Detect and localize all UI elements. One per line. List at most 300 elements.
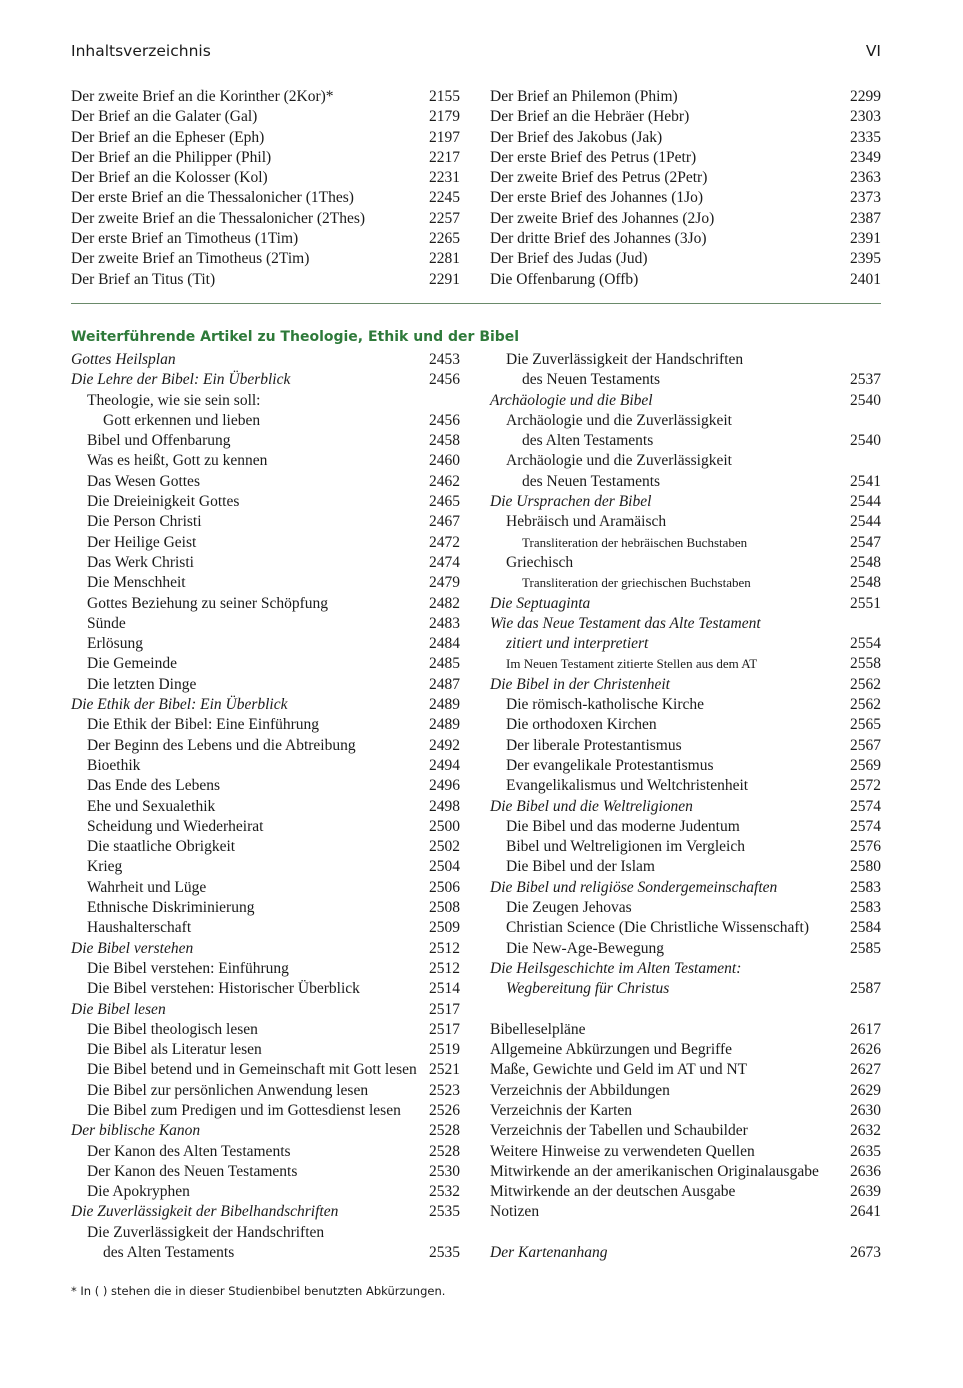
toc-entry-page: 2617 bbox=[850, 1020, 881, 1038]
toc-entry-page: 2548 bbox=[850, 574, 881, 592]
toc-entry bbox=[71, 148, 460, 168]
toc-entry-page: 2526 bbox=[429, 1101, 460, 1119]
toc-entry-title: Der zweite Brief an die Thessalonicher (2Thes) bbox=[71, 209, 366, 227]
toc-entry-page: 2387 bbox=[850, 209, 881, 227]
toc-entry bbox=[71, 451, 460, 471]
toc-entry-title: Gottes Beziehung zu seiner Schöpfung bbox=[87, 594, 329, 612]
toc-entry bbox=[71, 87, 460, 107]
toc-entry bbox=[490, 675, 881, 695]
toc-entry bbox=[490, 249, 881, 269]
toc-entry-title: Was es heißt, Gott zu kennen bbox=[87, 452, 268, 470]
books-list-right bbox=[490, 87, 881, 290]
toc-entry bbox=[490, 654, 881, 674]
toc-entry-page: 2349 bbox=[850, 148, 881, 166]
toc-entry-page: 2512 bbox=[429, 939, 460, 957]
toc-entry bbox=[490, 553, 881, 573]
toc-entry bbox=[490, 614, 881, 634]
toc-entry-title: des Neuen Testaments bbox=[522, 371, 661, 389]
toc-entry-page: 2391 bbox=[850, 230, 881, 248]
toc-entry-title: Der Brief an Philemon (Phim) bbox=[490, 88, 678, 105]
toc-entry bbox=[71, 472, 460, 492]
toc-entry bbox=[71, 1182, 460, 1202]
toc-entry-page: 2484 bbox=[429, 635, 460, 653]
toc-entry-title: Evangelikalismus und Weltchristenheit bbox=[506, 777, 749, 795]
toc-entry-page: 2299 bbox=[850, 88, 881, 105]
toc-entry-page: 2489 bbox=[429, 696, 460, 714]
section-heading: Weiterführende Artikel zu Theologie, Ethik und der Bibel bbox=[71, 329, 520, 345]
toc-entry-page: 2512 bbox=[429, 959, 460, 977]
toc-entry-page: 2462 bbox=[429, 472, 460, 490]
toc-entry-title: Der zweite Brief des Petrus (2Petr) bbox=[490, 169, 708, 187]
toc-entry-title: Die Bibel zur persönlichen Anwendung lesen bbox=[87, 1081, 369, 1099]
toc-entry-title: Bibel und Weltreligionen im Vergleich bbox=[506, 838, 745, 856]
toc-entry bbox=[490, 594, 881, 614]
toc-entry bbox=[490, 1060, 881, 1080]
toc-entry-page: 2487 bbox=[429, 675, 460, 693]
toc-entry bbox=[71, 776, 460, 796]
toc-entry bbox=[490, 715, 881, 735]
toc-entry-title: Die Bibel als Literatur lesen bbox=[87, 1041, 262, 1059]
toc-entry-page: 2506 bbox=[429, 878, 460, 896]
toc-entry-title: Krieg bbox=[87, 858, 123, 876]
toc-entry-page: 2517 bbox=[429, 1020, 460, 1038]
articles-list-right bbox=[490, 350, 881, 1263]
toc-entry bbox=[71, 715, 460, 735]
toc-entry bbox=[490, 1101, 881, 1121]
toc-entry-page: 2479 bbox=[429, 574, 460, 592]
toc-entry bbox=[490, 1182, 881, 1202]
toc-entry bbox=[71, 1081, 460, 1101]
toc-entry-page: 2528 bbox=[429, 1142, 460, 1160]
toc-entry-page: 2179 bbox=[429, 108, 460, 126]
toc-entry-title: Die Ethik der Bibel: Eine Einführung bbox=[87, 716, 320, 734]
toc-entry-page: 2500 bbox=[429, 817, 460, 835]
toc-entry bbox=[490, 573, 881, 593]
toc-entry-page: 2217 bbox=[429, 148, 460, 166]
toc-entry bbox=[490, 817, 881, 837]
toc-entry bbox=[71, 1142, 460, 1162]
toc-entry-title: Der evangelikale Protestantismus bbox=[506, 756, 714, 774]
toc-entry-page: 2485 bbox=[429, 655, 460, 673]
toc-entry-page: 2587 bbox=[850, 980, 881, 998]
toc-entry-page: 2231 bbox=[429, 169, 460, 187]
toc-entry-title: Die Zeugen Jehovas bbox=[506, 899, 632, 917]
toc-entry-title: Der Kanon des Alten Testaments bbox=[87, 1142, 291, 1160]
toc-entry-title: Die Bibel zum Predigen und im Gottesdienst lesen bbox=[87, 1101, 401, 1119]
toc-entry-title: Gott erkennen und lieben bbox=[103, 411, 261, 429]
toc-entry bbox=[490, 776, 881, 796]
toc-entry bbox=[490, 736, 881, 756]
toc-entry-title: Verzeichnis der Tabellen und Schaubilder bbox=[490, 1122, 748, 1140]
toc-entry-page: 2547 bbox=[850, 533, 881, 551]
toc-entry-title: Der Brief an die Kolosser (Kol) bbox=[71, 169, 268, 187]
toc-entry-page: 2528 bbox=[429, 1122, 460, 1140]
toc-entry-page: 2467 bbox=[429, 513, 460, 531]
toc-entry bbox=[71, 594, 460, 614]
toc-entry-title: Die Bibel und das moderne Judentum bbox=[506, 817, 740, 835]
toc-entry bbox=[490, 107, 881, 127]
toc-entry-title: Die Bibel und religiöse Sondergemeinschaften bbox=[490, 878, 778, 896]
toc-entry-page: 2265 bbox=[429, 230, 460, 248]
toc-entry bbox=[71, 107, 460, 127]
toc-entry-title: Die Gemeinde bbox=[87, 655, 177, 673]
toc-entry bbox=[490, 1081, 881, 1101]
toc-entry bbox=[71, 898, 460, 918]
toc-entry-title: Der Beginn des Lebens und die Abtreibung bbox=[87, 736, 356, 754]
toc-entry-page: 2460 bbox=[429, 452, 460, 470]
toc-entry-page: 2562 bbox=[850, 675, 881, 693]
toc-entry-page: 2551 bbox=[850, 594, 881, 612]
toc-entry bbox=[490, 1202, 881, 1222]
toc-entry bbox=[71, 209, 460, 229]
toc-entry-title: des Neuen Testaments bbox=[522, 472, 661, 490]
toc-entry-page: 2303 bbox=[850, 108, 881, 126]
toc-entry bbox=[71, 249, 460, 269]
toc-entry bbox=[490, 188, 881, 208]
toc-entry bbox=[490, 918, 881, 938]
toc-entry bbox=[71, 411, 460, 431]
toc-entry-title: Ehe und Sexualethik bbox=[87, 797, 216, 815]
toc-entry-page: 2456 bbox=[429, 371, 460, 389]
toc-entry bbox=[71, 695, 460, 715]
toc-entry bbox=[490, 209, 881, 229]
toc-entry bbox=[71, 918, 460, 938]
toc-entry-page: 2630 bbox=[850, 1101, 881, 1119]
toc-entry bbox=[490, 128, 881, 148]
toc-entry-page: 2502 bbox=[429, 838, 460, 856]
toc-entry-title: Allgemeine Abkürzungen und Begriffe bbox=[490, 1041, 733, 1059]
toc-entry-page: 2583 bbox=[850, 899, 881, 917]
toc-entry-page: 2580 bbox=[850, 858, 881, 876]
toc-entry bbox=[490, 959, 881, 979]
toc-entry-title: Der erste Brief des Petrus (1Petr) bbox=[490, 148, 697, 166]
toc-entry-title: Der Brief an Titus (Tit) bbox=[71, 270, 216, 288]
toc-entry-title: Die Ursprachen der Bibel bbox=[490, 493, 652, 511]
toc-entry bbox=[71, 1040, 460, 1060]
toc-entry-page: 2548 bbox=[850, 553, 881, 571]
toc-entry-title: Die Zuverlässigkeit der Bibelhandschriften bbox=[71, 1203, 339, 1221]
toc-entry bbox=[71, 512, 460, 532]
toc-entry-title: Das Wesen Gottes bbox=[87, 472, 200, 490]
toc-entry-title: Die Zuverlässigkeit der Handschriften bbox=[87, 1223, 325, 1241]
toc-entry-title: Die Bibel lesen bbox=[71, 1000, 166, 1018]
toc-entry-title: Die römisch-katholische Kirche bbox=[506, 696, 704, 714]
toc-entry-page: 2508 bbox=[429, 899, 460, 917]
toc-entry-page: 2532 bbox=[429, 1183, 460, 1201]
toc-entry-page: 2629 bbox=[850, 1081, 881, 1099]
toc-entry bbox=[490, 411, 881, 431]
toc-entry bbox=[490, 370, 881, 390]
toc-entry-title: Der erste Brief des Johannes (1Jo) bbox=[490, 189, 704, 207]
toc-entry bbox=[490, 451, 881, 471]
toc-entry-title: Die Bibel und die Weltreligionen bbox=[490, 797, 693, 815]
toc-entry-title: Der biblische Kanon bbox=[71, 1122, 201, 1140]
toc-entry-title: Die Dreieinigkeit Gottes bbox=[87, 493, 240, 511]
toc-entry bbox=[490, 512, 881, 532]
toc-entry bbox=[71, 1020, 460, 1040]
toc-entry bbox=[71, 939, 460, 959]
articles-list-left bbox=[71, 350, 460, 1263]
toc-entry-page: 2257 bbox=[429, 209, 460, 227]
toc-entry-page: 2537 bbox=[850, 371, 881, 389]
toc-entry bbox=[71, 431, 460, 451]
toc-entry-title: Der Kanon des Neuen Testaments bbox=[87, 1162, 298, 1180]
toc-entry-title: Der Brief an die Hebräer (Hebr) bbox=[490, 108, 690, 126]
toc-entry bbox=[71, 1223, 460, 1243]
toc-entry bbox=[490, 878, 881, 898]
toc-entry-page: 2504 bbox=[429, 858, 460, 876]
toc-entry-page: 2245 bbox=[429, 189, 460, 207]
toc-entry bbox=[490, 168, 881, 188]
toc-entry-page: 2523 bbox=[429, 1081, 460, 1099]
toc-entry-title: Bibel und Offenbarung bbox=[87, 432, 231, 450]
toc-entry bbox=[490, 431, 881, 451]
toc-entry bbox=[71, 1202, 460, 1222]
toc-entry bbox=[71, 1101, 460, 1121]
toc-entry-page: 2521 bbox=[429, 1061, 460, 1079]
toc-entry-title: Der Brief an die Epheser (Eph) bbox=[71, 128, 265, 146]
footnote: * In ( ) stehen die in dieser Studienbibel benutzten Abkürzungen. bbox=[71, 1284, 446, 1298]
toc-entry-title: Archäologie und die Zuverlässigkeit bbox=[506, 452, 732, 470]
toc-entry-title: Der Heilige Geist bbox=[87, 533, 197, 551]
toc-entry bbox=[71, 736, 460, 756]
toc-entry bbox=[490, 837, 881, 857]
toc-entry-title: Der erste Brief an Timotheus (1Tim) bbox=[71, 230, 299, 248]
toc-entry bbox=[71, 979, 460, 999]
toc-entry bbox=[490, 1020, 881, 1040]
toc-entry bbox=[490, 1040, 881, 1060]
toc-entry bbox=[71, 634, 460, 654]
toc-entry-title: Die Bibel verstehen: Historischer Überblick bbox=[87, 980, 360, 998]
toc-entry bbox=[71, 270, 460, 290]
toc-entry-title: Christian Science (Die Christliche Wissenschaft) bbox=[506, 919, 809, 937]
toc-entry-title: Der Brief des Jakobus (Jak) bbox=[490, 128, 663, 146]
toc-entry-title: Der liberale Protestantismus bbox=[506, 736, 682, 754]
toc-entry bbox=[490, 87, 881, 107]
page-number: VI bbox=[865, 42, 881, 60]
page-title: Inhaltsverzeichnis bbox=[71, 42, 211, 60]
toc-entry bbox=[490, 492, 881, 512]
toc-entry-page: 2456 bbox=[429, 411, 460, 429]
toc-entry-page: 2641 bbox=[850, 1203, 881, 1221]
toc-entry bbox=[71, 391, 460, 411]
toc-entry-title: Der Brief des Judas (Jud) bbox=[490, 250, 648, 268]
toc-entry bbox=[490, 472, 881, 492]
toc-entry bbox=[71, 553, 460, 573]
toc-entry-page: 2544 bbox=[850, 513, 881, 531]
toc-entry-title: zitiert und interpretiert bbox=[506, 635, 649, 653]
toc-entry bbox=[71, 492, 460, 512]
toc-entry-page: 2498 bbox=[429, 797, 460, 815]
toc-entry-page: 2509 bbox=[429, 919, 460, 937]
toc-entry-title: Die Person Christi bbox=[87, 513, 202, 531]
toc-entry-title: Die Bibel in der Christenheit bbox=[490, 675, 670, 693]
toc-entry-page: 2673 bbox=[850, 1244, 881, 1262]
toc-entry-title: Ethnische Diskriminierung bbox=[87, 899, 255, 917]
toc-entry bbox=[71, 959, 460, 979]
toc-entry bbox=[71, 817, 460, 837]
toc-entry-title: Der zweite Brief an Timotheus (2Tim) bbox=[71, 250, 310, 268]
toc-entry-page: 2574 bbox=[850, 817, 881, 835]
toc-entry-page: 2554 bbox=[850, 635, 881, 653]
toc-entry-title: Verzeichnis der Abbildungen bbox=[490, 1081, 670, 1099]
toc-entry-title: Die Septuaginta bbox=[490, 594, 591, 612]
toc-entry bbox=[71, 168, 460, 188]
toc-entry-title: Theologie, wie sie sein soll: bbox=[87, 391, 261, 409]
toc-entry-title: Verzeichnis der Karten bbox=[490, 1101, 633, 1119]
toc-entry-title: Der zweite Brief des Johannes (2Jo) bbox=[490, 209, 715, 227]
toc-entry bbox=[71, 128, 460, 148]
toc-entry bbox=[490, 270, 881, 290]
toc-entry-title: Der dritte Brief des Johannes (3Jo) bbox=[490, 230, 707, 248]
toc-entry-title: Bioethik bbox=[87, 756, 141, 774]
toc-entry-page: 2540 bbox=[850, 391, 881, 409]
toc-entry-page: 2492 bbox=[429, 736, 460, 754]
toc-entry-page: 2576 bbox=[850, 838, 881, 856]
toc-entry-title: Bibelleselpläne bbox=[490, 1020, 586, 1038]
toc-entry-page: 2574 bbox=[850, 797, 881, 815]
toc-entry-title: Der zweite Brief an die Korinther (2Kor)* bbox=[71, 88, 334, 105]
toc-entry-title: Die Lehre der Bibel: Ein Überblick bbox=[71, 371, 291, 389]
toc-entry-page: 2583 bbox=[850, 878, 881, 896]
toc-entry-page: 2544 bbox=[850, 493, 881, 511]
toc-entry bbox=[71, 1000, 460, 1020]
toc-entry bbox=[490, 1142, 881, 1162]
toc-entry bbox=[490, 1162, 881, 1182]
toc-entry bbox=[490, 939, 881, 959]
toc-entry-title: des Alten Testaments bbox=[522, 432, 654, 450]
toc-entry-title: Das Ende des Lebens bbox=[87, 777, 220, 795]
toc-entry-title: Die Bibel verstehen bbox=[71, 939, 194, 957]
toc-entry-page: 2197 bbox=[429, 128, 460, 146]
toc-entry-page: 2558 bbox=[850, 655, 881, 673]
toc-entry-page: 2636 bbox=[850, 1162, 881, 1180]
toc-entry bbox=[490, 695, 881, 715]
toc-entry-title: Hebräisch und Aramäisch bbox=[506, 513, 667, 531]
toc-entry-page: 2632 bbox=[850, 1122, 881, 1140]
toc-entry bbox=[71, 533, 460, 553]
toc-entry-title: Im Neuen Testament zitierte Stellen aus dem AT bbox=[506, 656, 758, 672]
toc-entry-title: Die staatliche Obrigkeit bbox=[87, 838, 236, 856]
toc-entry bbox=[71, 675, 460, 695]
toc-entry bbox=[71, 797, 460, 817]
toc-entry-title: Die Offenbarung (Offb) bbox=[490, 270, 639, 288]
toc-entry-page: 2562 bbox=[850, 696, 881, 714]
toc-entry-title: Die Heilsgeschichte im Alten Testament: bbox=[490, 959, 742, 977]
toc-entry-title: Archäologie und die Zuverlässigkeit bbox=[506, 411, 732, 429]
toc-entry-title: Der erste Brief an die Thessalonicher (1Thes) bbox=[71, 189, 354, 207]
toc-entry-title: Die New-Age-Bewegung bbox=[506, 939, 664, 957]
toc-entry-title: Griechisch bbox=[506, 553, 574, 571]
toc-entry-title: Sünde bbox=[87, 614, 126, 632]
toc-entry-page: 2639 bbox=[850, 1183, 881, 1201]
toc-entry-page: 2291 bbox=[429, 270, 460, 288]
toc-entry-title: Wie das Neue Testament das Alte Testament bbox=[490, 614, 761, 632]
toc-entry bbox=[71, 1060, 460, 1080]
page-header bbox=[71, 42, 881, 66]
list-spacer bbox=[490, 1223, 881, 1243]
toc-entry-title: Weitere Hinweise zu verwendeten Quellen bbox=[490, 1142, 755, 1160]
toc-entry-title: Der Brief an die Philipper (Phil) bbox=[71, 148, 272, 166]
toc-entry-title: Die Bibel betend und in Gemeinschaft mit Gott lesen bbox=[87, 1061, 417, 1079]
toc-entry-title: Maße, Gewichte und Geld im AT und NT bbox=[490, 1061, 748, 1079]
toc-entry-page: 2373 bbox=[850, 189, 881, 207]
toc-entry-title: Die orthodoxen Kirchen bbox=[506, 716, 657, 734]
toc-entry-page: 2514 bbox=[429, 980, 460, 998]
toc-entry-page: 2519 bbox=[429, 1041, 460, 1059]
toc-entry-page: 2155 bbox=[429, 88, 460, 105]
toc-entry-title: Wahrheit und Lüge bbox=[87, 878, 207, 896]
toc-entry bbox=[71, 857, 460, 877]
toc-entry-title: Die Apokryphen bbox=[87, 1183, 190, 1201]
toc-entry-page: 2335 bbox=[850, 128, 881, 146]
toc-entry-title: Die Zuverlässigkeit der Handschriften bbox=[506, 351, 744, 368]
toc-entry bbox=[490, 533, 881, 553]
toc-entry-page: 2540 bbox=[850, 432, 881, 450]
toc-entry-title: Mitwirkende an der amerikanischen Originalausgabe bbox=[490, 1162, 819, 1180]
toc-entry bbox=[490, 797, 881, 817]
toc-entry-title: Die Ethik der Bibel: Ein Überblick bbox=[71, 696, 288, 714]
toc-entry bbox=[490, 898, 881, 918]
toc-entry bbox=[490, 148, 881, 168]
toc-entry bbox=[71, 1162, 460, 1182]
toc-entry-title: Erlösung bbox=[87, 635, 143, 653]
toc-entry-title: Transliteration der griechischen Buchstaben bbox=[522, 575, 751, 591]
toc-entry bbox=[71, 654, 460, 674]
toc-entry-page: 2565 bbox=[850, 716, 881, 734]
toc-entry-page: 2627 bbox=[850, 1061, 881, 1079]
toc-entry-page: 2584 bbox=[850, 919, 881, 937]
toc-entry-page: 2635 bbox=[850, 1142, 881, 1160]
toc-entry-page: 2281 bbox=[429, 250, 460, 268]
toc-entry-page: 2496 bbox=[429, 777, 460, 795]
toc-entry bbox=[490, 391, 881, 411]
books-list-left bbox=[71, 87, 460, 290]
toc-entry bbox=[71, 1121, 460, 1141]
toc-entry bbox=[490, 1243, 881, 1263]
toc-entry-title: Haushalterschaft bbox=[87, 919, 192, 937]
toc-entry-page: 2483 bbox=[429, 614, 460, 632]
toc-entry-page: 2395 bbox=[850, 250, 881, 268]
toc-entry-page: 2472 bbox=[429, 533, 460, 551]
toc-entry bbox=[71, 614, 460, 634]
toc-entry bbox=[490, 350, 881, 370]
toc-entry bbox=[71, 837, 460, 857]
toc-entry-page: 2569 bbox=[850, 756, 881, 774]
toc-entry-page: 2567 bbox=[850, 736, 881, 754]
toc-entry-page: 2541 bbox=[850, 472, 881, 490]
toc-entry bbox=[71, 756, 460, 776]
toc-entry bbox=[71, 229, 460, 249]
toc-entry bbox=[490, 756, 881, 776]
toc-entry-page: 2535 bbox=[429, 1244, 460, 1262]
list-spacer bbox=[490, 1000, 881, 1020]
toc-entry-page: 2453 bbox=[429, 351, 460, 368]
toc-entry-title: Die letzten Dinge bbox=[87, 675, 197, 693]
toc-entry bbox=[71, 878, 460, 898]
toc-entry bbox=[71, 350, 460, 370]
toc-entry-title: Die Bibel verstehen: Einführung bbox=[87, 959, 289, 977]
toc-entry bbox=[71, 1243, 460, 1263]
toc-entry bbox=[490, 229, 881, 249]
toc-entry-page: 2626 bbox=[850, 1041, 881, 1059]
toc-entry-title: Archäologie und die Bibel bbox=[490, 391, 653, 409]
toc-entry-page: 2363 bbox=[850, 169, 881, 187]
toc-entry-title: Die Bibel und der Islam bbox=[506, 858, 655, 876]
toc-entry-page: 2474 bbox=[429, 553, 460, 571]
toc-entry bbox=[490, 634, 881, 654]
toc-entry-title: Der Kartenanhang bbox=[490, 1244, 608, 1262]
